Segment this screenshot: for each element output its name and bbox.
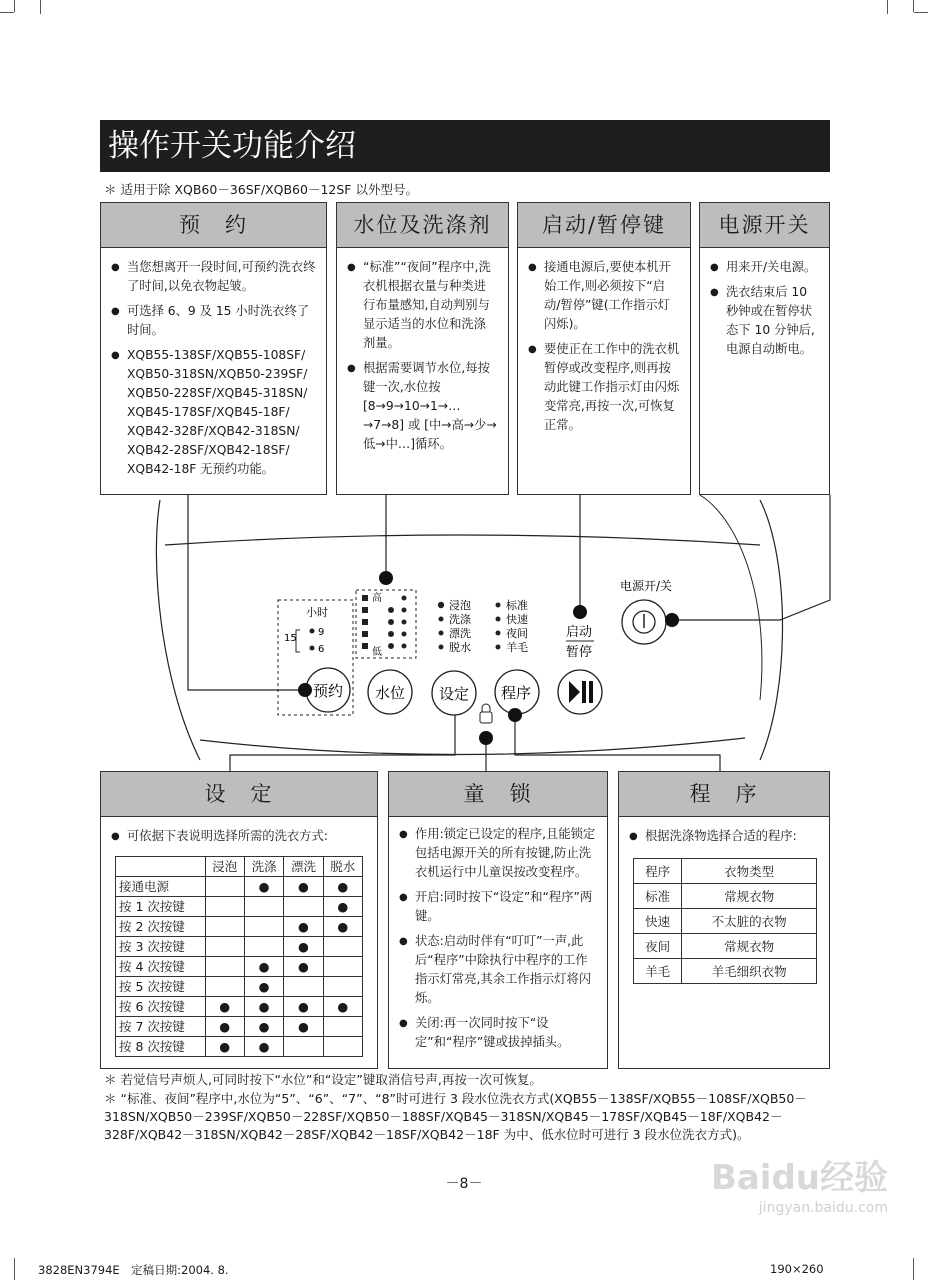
program-heading: 程 序 (619, 772, 829, 817)
mode-row-label: 按 7 次按键 (116, 1017, 206, 1037)
empty-cell (284, 897, 323, 917)
crop-mark (0, 12, 14, 13)
empty-cell (244, 917, 283, 937)
stage-dot: ● (244, 1017, 283, 1037)
footer-code: 3828EN3794E 定稿日期:2004. 8. (38, 1263, 229, 1277)
clothing-type: 常规衣物 (682, 934, 817, 959)
reserve-button-label: 预约 (313, 682, 344, 700)
child-lock-box (388, 771, 608, 1069)
empty-cell (205, 937, 244, 957)
table-row (634, 934, 817, 959)
empty-cell (244, 897, 283, 917)
reserve-bullet: ● 当您想离开一段时间,可预约洗衣终了时间,以免衣物起皱。 (111, 258, 316, 296)
stage-dot: ● (244, 997, 283, 1017)
program-name: 夜间 (634, 934, 682, 959)
stage-dot: ● (323, 917, 362, 937)
child-lock-heading: 童 锁 (389, 772, 607, 817)
water-level-box (336, 202, 509, 495)
program-name: 标准 (634, 884, 682, 909)
empty-cell (323, 977, 362, 997)
mode-col-header: 脱水 (323, 857, 362, 877)
stage-rinse: 漂洗 (449, 627, 471, 640)
program-button[interactable] (495, 670, 539, 714)
table-row (116, 937, 363, 957)
set-button[interactable] (432, 671, 476, 715)
setting-bullet: ● 可依据下表说明选择所需的洗衣方式: (111, 827, 367, 846)
program-name: 羊毛 (634, 959, 682, 984)
level-high-label: 高 (372, 593, 382, 604)
empty-cell (323, 937, 362, 957)
crop-mark (14, 1258, 15, 1280)
watermark-url: jingyan.baidu.com (758, 1200, 888, 1216)
table-row (634, 959, 817, 984)
reserve-heading: 预 约 (101, 203, 326, 248)
stage-spin: 脱水 (449, 641, 471, 654)
table-row (116, 977, 363, 997)
start-pause-bullet: ● 接通电源后,要使本机开始工作,则必须按下“启动/暂停”键(工作指示灯闪烁)。 (528, 258, 680, 334)
start-pause-button[interactable] (558, 670, 602, 714)
start-pause-box (517, 202, 691, 495)
reserve-button[interactable] (306, 668, 350, 712)
control-panel (0, 480, 928, 780)
table-row (634, 884, 817, 909)
setting-box (100, 771, 378, 1069)
power-bullet: ● 用来开/关电源。 (710, 258, 819, 277)
water-level-heading: 水位及洗涤剂 (337, 203, 508, 248)
empty-cell (205, 957, 244, 977)
reserve-box (100, 202, 327, 495)
stage-soak: 浸泡 (449, 599, 471, 612)
mode-row-label: 按 2 次按键 (116, 917, 206, 937)
stage-dot: ● (244, 977, 283, 997)
stage-dot: ● (244, 877, 283, 897)
stage-dot: ● (205, 1017, 244, 1037)
clothing-type: 常规衣物 (682, 884, 817, 909)
table-row (116, 1017, 363, 1037)
hour-15-label: 15 (284, 633, 297, 644)
program-table (633, 858, 817, 984)
crop-mark (14, 0, 15, 12)
mode-table (115, 856, 363, 1057)
crop-mark (913, 1258, 914, 1280)
mode-row-label: 接通电源 (116, 877, 206, 897)
table-row (116, 997, 363, 1017)
mode-col-header: 漂洗 (284, 857, 323, 877)
stage-dot: ● (284, 1017, 323, 1037)
water-level-bullet: ● 根据需要调节水位,每按键一次,水位按[8→9→10→1→…→7→8] 或 [中→高→少→低→中…]循环。 (347, 359, 498, 454)
mode-row-label: 按 5 次按键 (116, 977, 206, 997)
level-low-label: 低 (372, 647, 382, 658)
water-level-bullet: ● “标准”“夜间”程序中,洗衣机根据衣量与种类进行布量感知,自动判别与显示适当的水位和洗涤剂量。 (347, 258, 498, 353)
clothing-type: 羊毛细织衣物 (682, 959, 817, 984)
empty-cell (205, 877, 244, 897)
program-night: 夜间 (506, 627, 528, 640)
stage-dot: ● (244, 1037, 283, 1057)
setting-heading: 设 定 (101, 772, 377, 817)
table-row (116, 957, 363, 977)
watermark-logo: Baidu经验 (710, 1158, 888, 1198)
crop-mark (40, 0, 41, 14)
child-lock-bullet: ● 开启:同时按下“设定”和“程序”两键。 (399, 888, 597, 926)
empty-cell (284, 1037, 323, 1057)
child-lock-bullet: ● 状态:启动时伴有“叮叮”一声,此后“程序”中除执行中程序的工作指示灯常亮,其余工作指示灯将闪烁。 (399, 932, 597, 1008)
empty-cell (323, 957, 362, 977)
mode-row-label: 按 4 次按键 (116, 957, 206, 977)
start-pause-heading: 启动/暂停键 (518, 203, 690, 248)
clothing-type: 不太脏的衣物 (682, 909, 817, 934)
set-button-label: 设定 (439, 685, 470, 703)
program-col-header: 衣物类型 (682, 859, 817, 884)
child-lock-icon (480, 704, 492, 723)
program-col-header: 程序 (634, 859, 682, 884)
reserve-bullet: ● 可选择 6、9 及 15 小时洗衣终了时间。 (111, 302, 316, 340)
table-row (116, 917, 363, 937)
footer-size: 190×260 (770, 1262, 824, 1276)
start-label: 启动 (566, 625, 593, 640)
stage-dot: ● (284, 957, 323, 977)
power-heading: 电源开关 (700, 203, 829, 248)
mode-row-label: 按 3 次按键 (116, 937, 206, 957)
pause-label: 暂停 (566, 645, 593, 660)
power-button[interactable] (622, 600, 666, 644)
crop-mark (887, 0, 888, 14)
power-label: 电源开/关 (620, 579, 673, 593)
page-title: 操作开关功能介绍 (100, 120, 830, 172)
reserve-bullet: ● XQB55-138SF/XQB55-108SF/ XQB50-318SN/XQB50-239SF/ XQB50-228SF/XQB45-318SN/ XQB45-178SF/XQB45-18F/ XQB42-328F/XQB42-318SN/ XQB42-28SF/XQB42-18SF/ XQB42-18F 无预约功能。 (111, 346, 316, 479)
empty-cell (323, 1017, 362, 1037)
program-box (618, 771, 830, 1069)
stage-dot: ● (323, 897, 362, 917)
program-name: 快速 (634, 909, 682, 934)
table-row (116, 877, 363, 897)
hours-label: 小时 (306, 606, 328, 619)
crop-mark (913, 0, 914, 12)
hour-9-label: 9 (318, 627, 325, 638)
program-standard: 标准 (506, 599, 528, 612)
stage-dot: ● (284, 877, 323, 897)
stage-dot: ● (284, 997, 323, 1017)
table-row (116, 897, 363, 917)
power-box (699, 202, 830, 495)
water-level-button-label: 水位 (375, 684, 406, 702)
table-row (116, 1037, 363, 1057)
water-level-note: ＊ “标准、夜间”程序中,水位为“5”、“6”、“7”、“8”时可进行 3 段水位洗衣方式(XQB55－138SF/XQB55－108SF/XQB50－318SN/XQB50－239SF/XQB50－228SF/XQB50－188SF/XQB45－318SN/XQB45－178SF/XQB45－18F/XQB42－328F/XQB42－318SN/XQB42－28SF/XQB42－18SF/XQB42－18F 为中、低水位时可进行 3 段水位洗衣方式)。 (104, 1091, 807, 1142)
empty-cell (284, 977, 323, 997)
table-row (634, 909, 817, 934)
empty-cell (244, 937, 283, 957)
stage-dot: ● (244, 957, 283, 977)
stage-dot: ● (205, 997, 244, 1017)
mode-col-header (116, 857, 206, 877)
hour-6-label: 6 (318, 644, 325, 655)
empty-cell (205, 897, 244, 917)
stage-dot: ● (284, 937, 323, 957)
child-lock-bullet: ● 作用:锁定已设定的程序,且能锁定包括电源开关的所有按键,防止洗衣机运行中儿童误按改变程序。 (399, 825, 597, 882)
empty-cell (205, 917, 244, 937)
empty-cell (323, 1037, 362, 1057)
stage-dot: ● (323, 877, 362, 897)
empty-cell (205, 977, 244, 997)
mode-row-label: 按 8 次按键 (116, 1037, 206, 1057)
applicability-note: ＊ 适用于除 XQB60－36SF/XQB60－12SF 以外型号。 (104, 182, 418, 197)
page-number: －8－ (445, 1176, 483, 1192)
stage-dot: ● (284, 917, 323, 937)
mode-col-header: 洗涤 (244, 857, 283, 877)
mode-row-label: 按 1 次按键 (116, 897, 206, 917)
stage-wash: 洗涤 (449, 613, 471, 626)
power-bullet: ● 洗衣结束后 10 秒钟或在暂停状态下 10 分钟后,电源自动断电。 (710, 283, 819, 359)
child-lock-bullet: ● 关闭:再一次同时按下“设定”和“程序”键或拔掉插头。 (399, 1014, 597, 1052)
program-button-label: 程序 (501, 684, 532, 702)
program-bullet: ● 根据洗涤物选择合适的程序: (629, 827, 819, 846)
water-level-button[interactable] (368, 670, 412, 714)
stage-dot: ● (205, 1037, 244, 1057)
mode-col-header: 浸泡 (205, 857, 244, 877)
stage-dot: ● (323, 997, 362, 1017)
mode-row-label: 按 6 次按键 (116, 997, 206, 1017)
program-quick: 快速 (506, 613, 528, 626)
crop-mark (914, 12, 928, 13)
start-pause-bullet: ● 要使正在工作中的洗衣机暂停或改变程序,则再按动此键工作指示灯由闪烁变常亮,再按一次,可恢复正常。 (528, 340, 680, 435)
signal-note: ＊ 若觉信号声烦人,可同时按下“水位”和“设定”键取消信号声,再按一次可恢复。 (104, 1072, 542, 1087)
program-wool: 羊毛 (506, 641, 528, 654)
